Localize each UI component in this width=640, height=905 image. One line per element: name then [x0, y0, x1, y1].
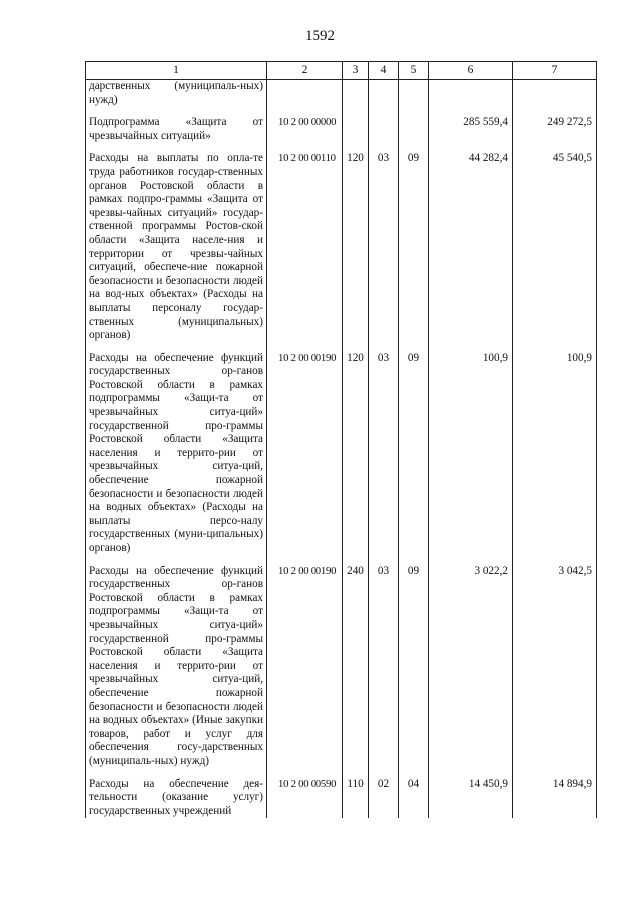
- row-pr: 09: [399, 143, 429, 342]
- budget-table: [85, 61, 597, 818]
- table-row: [86, 143, 597, 342]
- table-header: [86, 62, 597, 80]
- row-description: Расходы на выплаты по опла-те труда работников государ-ственных органов Ростовской области в рамках подпро-граммы «Защита от чрезвы-чайных ситуаций» государ-ственной программы Ростов-ской области «Защита населе-ния и территории от чрезвы-чайных ситуаций, обеспече-ние пожарной безопасности и безопасности людей на вод-ных объектах» (Расходы на выплаты персоналу государ-ственных (муниципальных) органов): [86, 143, 267, 342]
- row-rz: [369, 80, 399, 108]
- row-amount-1: [429, 80, 513, 108]
- row-description: Расходы на обеспечение функций государственных ор-ганов Ростовской области в рамках подпрограммы «Защи-та от чрезвычайных ситуа-ций» государственной про-граммы Ростовской области «Защита населения и террито-рии от чрезвычайных ситуа-ций, обеспечение пожарной безопасности и безопасности людей на водных объектах» (Расходы на выплаты персо-налу государственных (муни-ципальных) органов): [86, 343, 267, 556]
- row-code: 10 2 00 00190: [267, 556, 343, 769]
- row-vr: 120: [343, 343, 369, 556]
- row-amount-1: 285 559,4: [429, 107, 513, 143]
- row-description: Расходы на обеспечение дея-тельности (оказание услуг) государственных учреждений: [86, 769, 267, 819]
- row-description: дарственных (муниципаль-ных) нужд): [86, 80, 267, 108]
- row-pr: [399, 107, 429, 143]
- table-row: [86, 556, 597, 769]
- row-amount-1: 3 022,2: [429, 556, 513, 769]
- row-pr: [399, 80, 429, 108]
- row-code: 10 2 00 00000: [267, 107, 343, 143]
- table-row: [86, 343, 597, 556]
- row-vr: [343, 107, 369, 143]
- row-rz: 02: [369, 769, 399, 819]
- row-pr: 04: [399, 769, 429, 819]
- page-number: 1592: [305, 28, 335, 44]
- row-rz: 03: [369, 343, 399, 556]
- column-header: 3: [343, 62, 369, 80]
- row-amount-2: 249 272,5: [513, 107, 597, 143]
- table-row: [86, 769, 597, 819]
- column-header: 4: [369, 62, 399, 80]
- column-header: 2: [267, 62, 343, 80]
- row-amount-1: 14 450,9: [429, 769, 513, 819]
- row-code: 10 2 00 00190: [267, 343, 343, 556]
- table-row: [86, 80, 597, 108]
- column-header: 6: [429, 62, 513, 80]
- row-amount-2: 14 894,9: [513, 769, 597, 819]
- row-pr: 09: [399, 343, 429, 556]
- column-header: 1: [86, 62, 267, 80]
- row-amount-2: 3 042,5: [513, 556, 597, 769]
- row-rz: [369, 107, 399, 143]
- row-description: Подпрограмма «Защита от чрезвычайных ситуаций»: [86, 107, 267, 143]
- row-rz: 03: [369, 556, 399, 769]
- row-vr: 110: [343, 769, 369, 819]
- table-row: [86, 107, 597, 143]
- row-vr: [343, 80, 369, 108]
- row-amount-1: 100,9: [429, 343, 513, 556]
- row-amount-2: [513, 80, 597, 108]
- row-amount-1: 44 282,4: [429, 143, 513, 342]
- row-amount-2: 45 540,5: [513, 143, 597, 342]
- row-code: 10 2 00 00110: [267, 143, 343, 342]
- row-vr: 120: [343, 143, 369, 342]
- row-description: Расходы на обеспечение функций государственных ор-ганов Ростовской области в рамках подпрограммы «Защи-та от чрезвычайных ситуа-ций» государственной про-граммы Ростовской области «Защита населения и террито-рии от чрезвычайных ситуа-ций, обеспечение пожарной безопасности и безопасности людей на водных объектах» (Иные закупки товаров, работ и услуг для обеспечения госу-дарственных (муниципаль-ных) нужд): [86, 556, 267, 769]
- row-rz: 03: [369, 143, 399, 342]
- row-amount-2: 100,9: [513, 343, 597, 556]
- column-header: 7: [513, 62, 597, 80]
- column-header: 5: [399, 62, 429, 80]
- row-code: [267, 80, 343, 108]
- row-vr: 240: [343, 556, 369, 769]
- row-pr: 09: [399, 556, 429, 769]
- row-code: 10 2 00 00590: [267, 769, 343, 819]
